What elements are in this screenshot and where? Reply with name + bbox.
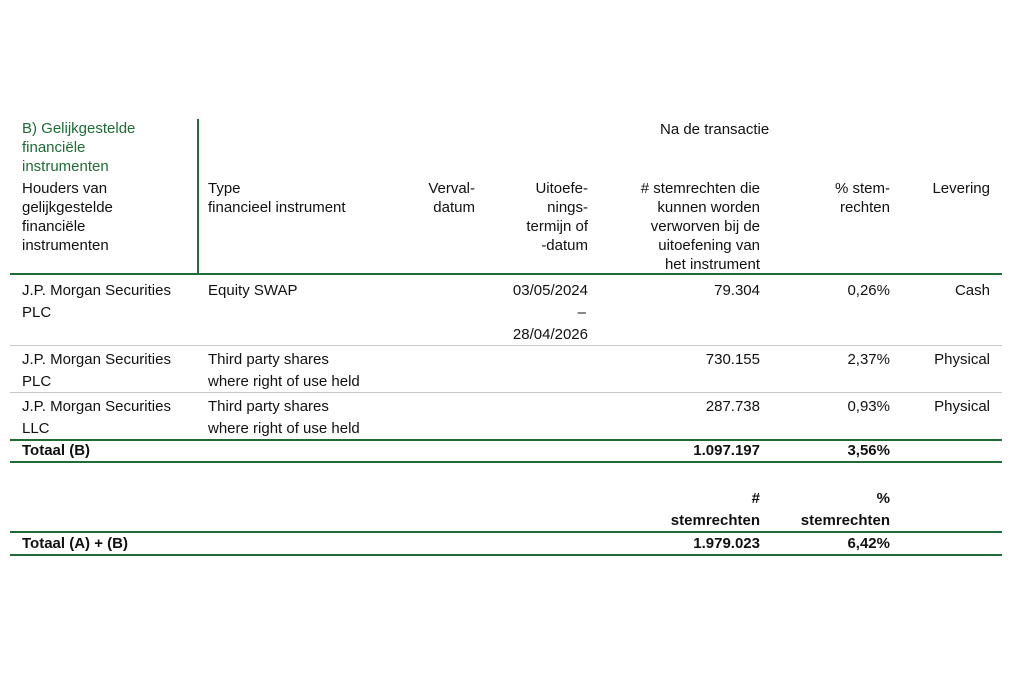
- total-b-votes: 1.097.197: [693, 442, 760, 459]
- row-2-votes: 730.155: [705, 351, 760, 368]
- total-b-bottom-rule: [10, 461, 1002, 463]
- row-1-votes: 79.304: [714, 282, 760, 299]
- header-pct: % stem- rechten: [834, 180, 890, 216]
- summary-header-pct: % stemrechten: [800, 490, 890, 529]
- total-b-pct: 3,56%: [847, 442, 890, 459]
- row-1-type: Equity SWAP: [208, 282, 298, 299]
- total-ab-bottom-rule: [10, 554, 1002, 556]
- header-votes: # stemrechten die kunnen worden verworven bij de uitoefening van het instrument: [640, 180, 760, 273]
- row-1-pct: 0,26%: [847, 282, 890, 299]
- row-divider: [10, 345, 1002, 346]
- header-divider: [197, 119, 199, 274]
- row-2-holder: J.P. Morgan Securities PLC: [22, 351, 171, 390]
- row-1-delivery: Cash: [954, 282, 990, 299]
- header-delivery: Levering: [932, 180, 990, 197]
- summary-header-votes: # stemrechten: [670, 490, 760, 529]
- row-1-exercise: 03/05/2024 – 28/04/2026: [512, 282, 588, 343]
- row-3-delivery: Physical: [934, 398, 990, 415]
- header-type: Type financieel instrument: [208, 180, 346, 216]
- row-divider: [10, 392, 1002, 393]
- after-transaction-heading: Na de transactie: [660, 121, 770, 138]
- section-title: B) Gelijkgestelde financiële instrumenten: [22, 120, 136, 175]
- row-3-votes: 287.738: [705, 398, 760, 415]
- header-expiry: Verval- datum: [428, 180, 475, 216]
- total-b-label: Totaal (B): [22, 442, 91, 459]
- row-3-pct: 0,93%: [847, 398, 890, 415]
- total-ab-pct: 6,42%: [847, 535, 890, 552]
- total-ab-label: Totaal (A) + (B): [22, 535, 128, 552]
- row-2-delivery: Physical: [934, 351, 990, 368]
- header-holders: Houders van gelijkgestelde financiële instrumenten: [22, 180, 113, 254]
- row-3-holder: J.P. Morgan Securities LLC: [22, 398, 171, 437]
- total-ab-votes: 1.979.023: [693, 535, 760, 552]
- header-rule: [10, 273, 1002, 275]
- row-1-holder: J.P. Morgan Securities PLC: [22, 282, 171, 321]
- header-exercise: Uitoefe- nings- termijn of -datum: [526, 180, 588, 254]
- row-2-pct: 2,37%: [847, 351, 890, 368]
- total-ab-top-rule: [10, 531, 1002, 533]
- row-2-type: Third party shares where right of use held: [208, 351, 360, 390]
- row-3-type: Third party shares where right of use held: [208, 398, 360, 437]
